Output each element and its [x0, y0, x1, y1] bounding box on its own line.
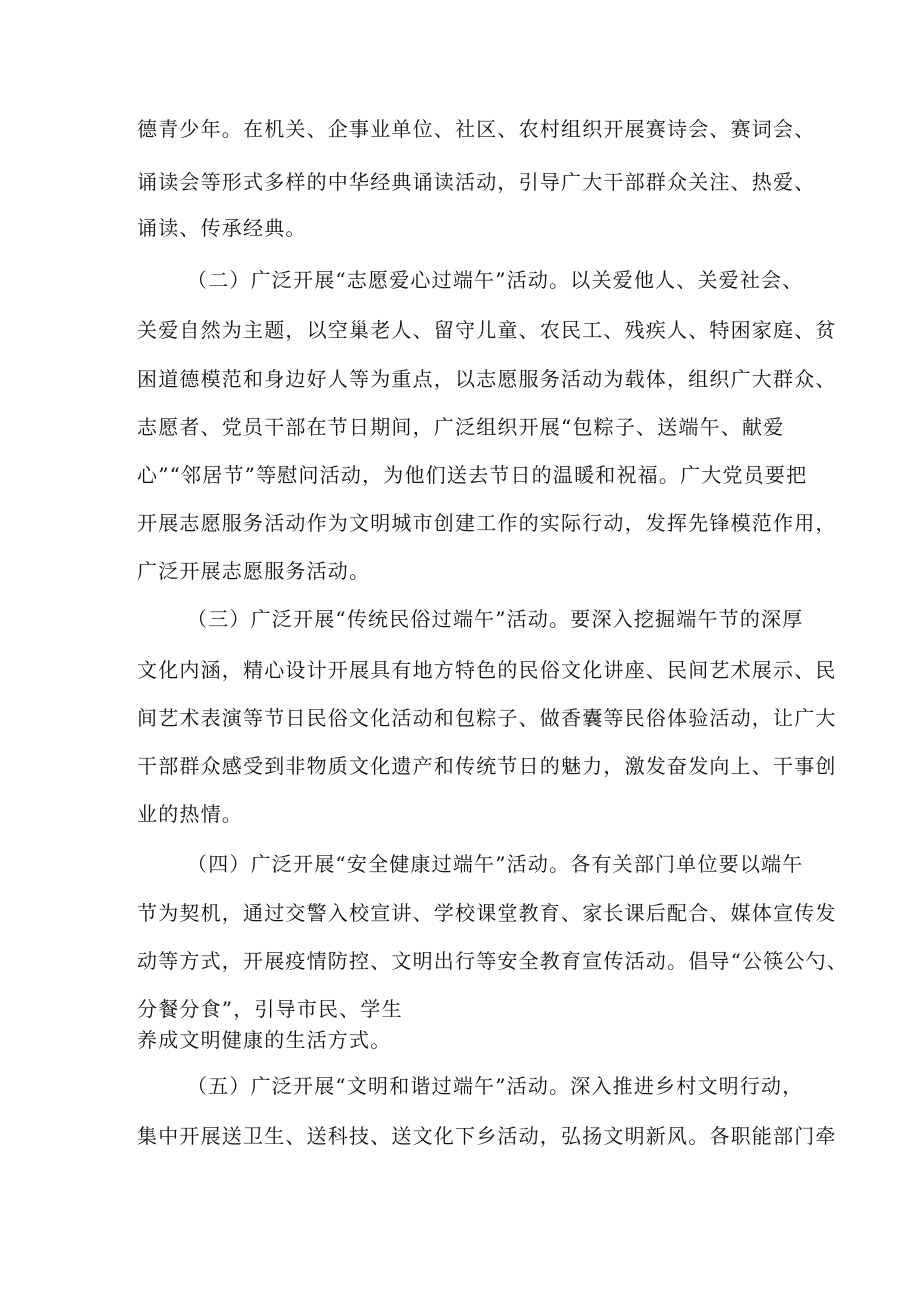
- section-3-heading-line: （三）广泛开展“传统民俗过端午”活动。要深入挖掘端午节的深厚: [187, 607, 804, 631]
- text-line-18: 动等方式，开展疫情防控、文明出行等安全教育宣传活动。倡导“公筷公勺、: [137, 949, 849, 973]
- text-line-1: 德青少年。在机关、企事业单位、社区、农村组织开展赛诗会、赛词会、: [137, 117, 816, 141]
- text-line-2: 诵读会等形式多样的中华经典诵读活动，引导广大干部群众关注、热爱、: [137, 170, 816, 194]
- text-line-14: 干部群众感受到非物质文化遗产和传统节日的魅力，激发奋发向上、干事创: [137, 754, 837, 778]
- text-line-22: 集中开展送卫生、送科技、送文化下乡活动，弘扬文明新风。各职能部门牵: [137, 1124, 837, 1148]
- text-line-5: 关爱自然为主题，以空巢老人、留守儿童、农民工、残疾人、特困家庭、贫: [137, 318, 837, 342]
- text-line-3: 诵读、传承经典。: [137, 216, 307, 240]
- text-line-13: 间艺术表演等节日民俗文化活动和包粽子、做香囊等民俗体验活动，让广大: [137, 706, 837, 730]
- text-line-15: 业的热情。: [137, 802, 243, 826]
- text-line-6: 困道德模范和身边好人等为重点，以志愿服务活动为载体，组织广大群众、: [137, 367, 837, 391]
- text-line-8: 心”“邻居节”等慰问活动，为他们送去节日的温暖和祝福。广大党员要把: [137, 463, 808, 487]
- text-line-7: 志愿者、党员干部在节日期间，广泛组织开展“包粽子、送端午、献爱: [137, 415, 785, 439]
- text-line-9: 开展志愿服务活动作为文明城市创建工作的实际行动，发挥先锋模范作用，: [137, 511, 837, 535]
- text-line-19: 分餐分食”，引导市民、学生: [137, 997, 403, 1021]
- section-2-heading-line: （二）广泛开展“志愿爱心过端午”活动。以关爱他人、关爱社会、: [187, 268, 804, 292]
- text-line-20: 养成文明健康的生活方式。: [137, 1028, 392, 1052]
- text-line-12: 文化内涵，精心设计开展具有地方特色的民俗文化讲座、民间艺术展示、民: [137, 658, 837, 682]
- text-line-10: 广泛开展志愿服务活动。: [137, 559, 371, 583]
- section-5-heading-line: （五）广泛开展“文明和谐过端午”活动。深入推进乡村文明行动，: [187, 1074, 804, 1098]
- text-line-17: 节为契机，通过交警入校宣讲、学校课堂教育、家长课后配合、媒体宣传发: [137, 901, 837, 925]
- section-4-heading-line: （四）广泛开展“安全健康过端午”活动。各有关部门单位要以端午: [187, 852, 804, 876]
